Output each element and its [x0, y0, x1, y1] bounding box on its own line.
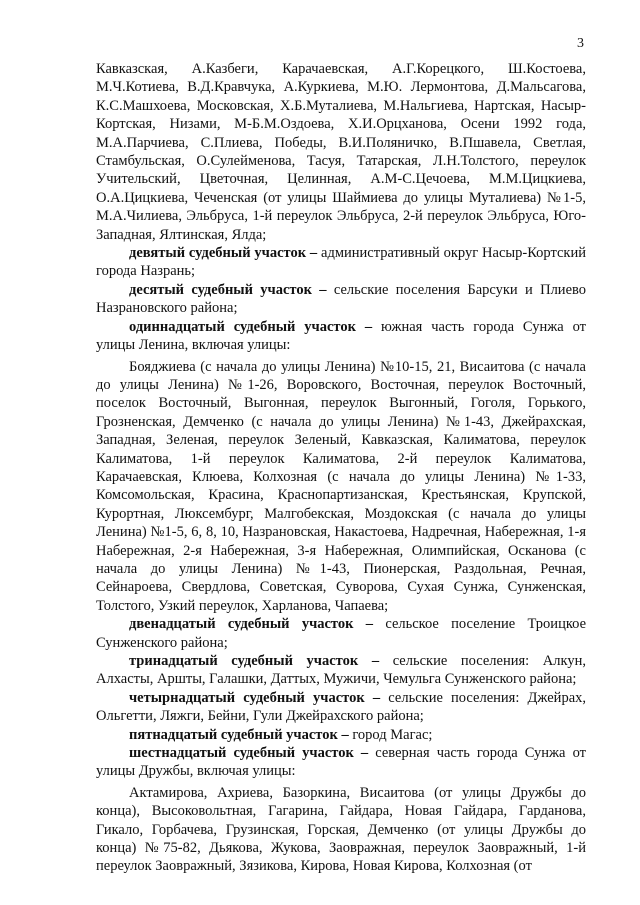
paragraph-district-14 — [96, 689, 586, 726]
paragraph-district-15 — [96, 726, 586, 744]
district-heading: одиннадцатый судебный участок – — [129, 318, 373, 335]
district-heading: девятый судебный участок – — [129, 245, 318, 262]
district-heading: тринадцатый судебный участок – — [129, 653, 380, 669]
district-description: северная часть города Сунжа от улицы Дружбы, включая улицы: — [96, 745, 586, 780]
district-heading: десятый судебный участок – — [129, 281, 327, 298]
district-heading: двенадцатый судебный участок – — [129, 616, 374, 633]
paragraph-district-11-streets — [96, 358, 586, 616]
district-heading: четырнадцатый судебный участок – — [129, 689, 381, 706]
page-number: 3 — [577, 36, 584, 51]
paragraph-street-list-continued — [96, 60, 586, 244]
paragraph-district-9 — [96, 244, 586, 281]
street-list: Бояджиева (с начала до улицы Ленина) №10-15, 21, Висаитова (с начала до улицы Ленина) №1-26, Воровского, Восточная, переулок Восточный, поселок Восточный, Выгонная, переулок Выгонный, Гоголя, Горького, Грозненская, Демченко (с начала до улицы Ленина) №1-43, Джейрахская, Западная, Зеленая, переулок Зеленый, Кавказская, Калиматова, переулок Калиматова, 1-й переулок Калиматова, 2-й переулок Калиматова, Карачаевская, Клюева, Колхозная (с начала до улицы Ленина) №1-33, Комсомольская, Красина, Краснопартизанская, Крестьянская, Крупской, Курортная, Люксембург, Малгобекская, Моздокская (с начала до улицы Ленина) №1-5, 6, 8, 10, Назрановская, Накастоева, Надречная, Набережная, 1-я Набережная, 2-я Набережная, 3-я Набережная, Олимпийская, Осканова (с начала до улицы Ленина) №1-43, Пионерская, Раздольная, Речная, Сейнароева, Свердлова, Советская, Суворова, Сухая Сунжа, Сунженская, Толстого, Узкий переулок, Харланова, Чапаева; — [96, 358, 586, 614]
district-description: сельское поселение Троицкое Сунженского района; — [96, 616, 586, 651]
paragraph-district-13 — [96, 652, 586, 689]
district-description: сельские поселения Барсуки и Плиево Назрановского района; — [96, 281, 587, 317]
paragraph-district-16 — [96, 744, 586, 781]
paragraph-district-12 — [96, 615, 586, 652]
paragraph-district-11 — [96, 318, 586, 355]
district-description: административный округ Насыр-Кортский города Назрань; — [96, 245, 586, 280]
document-body — [96, 60, 586, 876]
paragraph-district-10 — [96, 281, 586, 318]
paragraph-district-16-streets — [96, 784, 586, 876]
district-description: сельские поселения: Алкун, Алхасты, Аршты, Галашки, Даттых, Мужичи, Чемульга Сунженского района; — [96, 653, 586, 688]
district-description: город Магас; — [348, 726, 433, 743]
district-heading: пятнадцатый судебный участок – — [129, 726, 349, 743]
street-list: Актамирова, Ахриева, Базоркина, Висаитова (от улицы Дружбы до конца), Высоковольтная, Гагарина, Гайдара, Новая Гайдара, Гарданова, Гикало, Горбачева, Грузинская, Горская, Демченко (от улицы Дружбы до конца) №75-82, Дьякова, Жукова, Заовражная, переулок Заовражный, 1-й переулок Заовражный, Зязикова, Кирова, Новая Кирова, Колхозная (от — [96, 784, 586, 875]
district-heading: шестнадцатый судебный участок – — [129, 745, 369, 762]
district-description: сельские поселения: Джейрах, Ольгетти, Ляжги, Бейни, Гули Джейрахского района; — [96, 689, 587, 725]
paragraph-text: Кавказская, А.Казбеги, Карачаевская, А.Г.Корецкого, Ш.Костоева, М.Ч.Котиева, В.Д.Кравчука, А.Куркиева, М.Ю. Лермонтова, Д.Мальсагова, К.С.Машхоева, Московская, Х.Б.Муталиева, М.Нальгиева, Нартская, Насыр-Кортская, Низами, М-Б.М.Оздоева, Х.И.Орцханова, Осени 1992 года, М.А.Парчиева, С.Плиева, Победы, В.И.Поляничко, В.Пшавела, Светлая, Стамбульская, О.Сулейменова, Тасуя, Татарская, Л.Н.Толстого, переулок Учительский, Цветочная, Целинная, А.М-С.Цечоева, М.М.Цицкиева, О.А.Цицкиева, Чеченская (от улицы Шаймиева до улицы Муталиева) №1-5, М.А.Чилиева, Эльбруса, 1-й переулок Эльбруса, 2-й переулок Эльбруса, Юго-Западная, Ялтинская, Ялда; — [96, 61, 586, 243]
district-description: южная часть города Сунжа от улицы Ленина, включая улицы: — [96, 318, 586, 354]
